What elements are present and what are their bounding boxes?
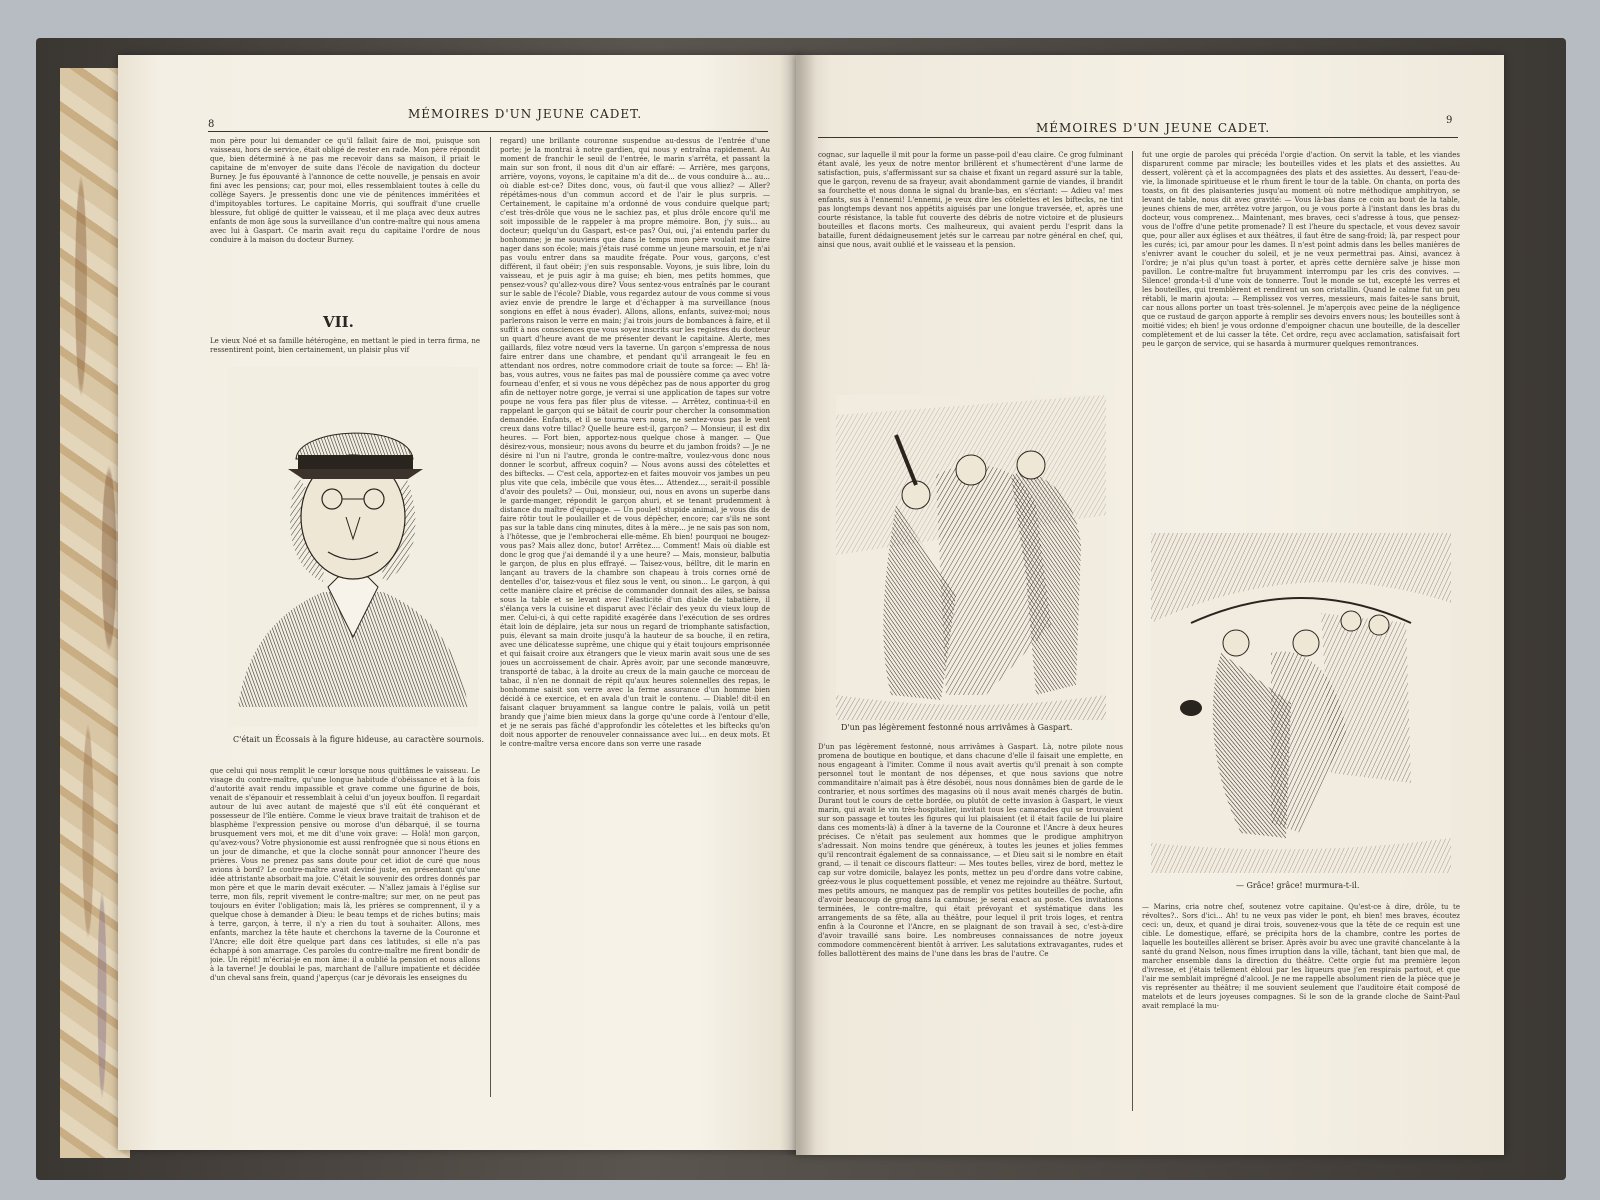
left-col1-bottom-text: que celui qui nous remplit le cœur lorsque nous quittâmes le vaisseau. Le visage du contre-maître, qu'une longue habitude d'obéissance et à la fois d'autorité avait rendu impassible et grave comme une figurine de bois, venait de s'épanouir et ressemblait à celui d'un joyeux bouffon. Il regardait autour de lui avec autant de majesté que s'il eût été conquérant et possesseur de l'île entière. Comme le vieux brave traitait de trahison et de blasphème l'expression pensive ou morose d'un débarqué, il se tourna brusquement vers moi, et me dit d'une voix grave: — Holà! mon garçon, qu'avez-vous? Votre physionomie est aussi renfrognée que si nous étions en un jour de dimanche, et que la cloche sonnât pour annoncer l'heure des prières. Vous ne prenez pas sans doute pour cet idiot de curé que nous avions à bord? Le contre-maître avait deviné juste, en présentant qu'une idée attristante absorbait ma joie. C'était le souvenir des ordres donnés par mon père et que le marin devait exécuter. — N'allez jamais à l'église sur terre, mon fils, reprit vivement le contre-maître; sur mer, on ne peut pas toujours en éviter l'obligation; mais là, les prières se comprennent, il y a quelque chose à demander à Dieu: le beau temps et de riches butins; mais à terre, garçon, à terre, il n'y a rien du tout à souhaiter. Allons, mes enfants, marchez la tête haute et cherchons la taverne de la Couronne et l'Ancre; elle doit être quelque part dans ces latitudes, si elle n'a pas échappé à son amarrage. Ces paroles du contre-maître me firent bondir de joie. Un répit! m'écriai-je en mon âme: il a oublié la pension et nous allons à la taverne! Je doublai le pas, marchant de l'allure impatiente et décidée d'un cheval sans frein, quand j'aperçus (car je dévorais les enseignes du: [210, 767, 480, 982]
portrait-engraving: [228, 367, 478, 727]
left-page-number: 8: [208, 119, 215, 130]
left-col1-intro-text: Le vieux Noé et sa famille hétérogène, en mettant le pied in terra firma, ne ressentirent point, bien certainement, un plaisir plus vif: [210, 337, 480, 354]
right-col2-top-text: fut une orgie de paroles qui précéda l'orgie d'action. On servit la table, et les viandes disparurent comme par miracle; les bouteilles vides et les plats et des assiettes. Au dessert, volèrent çà et la accompagnées des plats et des assiettes. Au dessert, l'eau-de-vie, la limonade spiritueuse et le rhum firent le tour de la table. On chanta, on porta des toasts, on fit des plaisanteries jusqu'au moment où notre méthodique amphitryon, se levant de table, nous dit avec gravité: — Vous là-bas dans ce coin au bout de la table, jeunes chiens de mer, arrêtez votre jargon, ou je vous porte à l'instant dans les bras du docteur, vous comprenez... Maintenant, mes braves, ceci s'adresse à tous, que pensez-vous de l'offre d'une petite promenade? Il est l'heure du spectacle, et vous devez savoir que, pour aller aux églises et aux théâtres, il faut être de sang-froid; là, par respect pour les curés; ici, par amour pour les dames. Il n'est point admis dans les belles manières de s'enivrer avant le coucher du soleil, et je ne veux permettrai pas. Ainsi, avancez à l'ordre; je n'ai plus qu'un toast à porter, et après cette dernière salve je hisse mon pavillon. Le contre-maître fut bruyamment interrompu par les cris des convives. — Silence! gronda-t-il d'une voix de tonnerre. Tout le monde se tut, excepté les verres et les bouteilles, qui tremblèrent et rendirent un son cristallin. Quand le calme fut un peu rétabli, le marin ajouta: — Remplissez vos verres, messieurs, mais faites-le sans bruit, car nous allons porter un toast très-solennel. Je m'aperçois avec peine de la négligence que ce rustaud de garçon apporte à remplir ses devoirs envers nous; les bouteilles sont à moitié vides; eh bien! je vous ordonne d'empoigner chacun une bouteille, de la desceller complètement et de lui casser la tête. Cet ordre, reçu avec acclamation, satisfaisait fort peu le garçon de service, qui se hasarda à murmurer quelques remontrances.: [1142, 151, 1460, 348]
left-col2-text: regard) une brillante couronne suspendue au-dessus de l'entrée d'une porte; je la montrai à notre gardien, qui nous y entraîna rapidement. Au moment de franchir le seuil de l'entrée, le marin s'arrêta, et passant la main sur son front, il nous dit d'un air effaré: — Arrière, mes garçons, arrière, voyons, voyons, le capitaine m'a dit de... de vous conduire à... au... où diable est-ce? Dites donc, vous, où faut-il que vous alliez? — Aller? répétâmes-nous d'un commun accord et de l'air le plus surpris. — Certainement, le capitaine m'a ordonné de vous conduire quelque part; c'est très-drôle que vous ne le sachiez pas, et plus drôle encore qu'il me soit impossible de le rappeler à ma propre mémoire. Bon, j'y suis... au docteur; quelqu'un du Gaspart, est-ce pas? Oui, oui, j'ai entendu parler du bonhomme; je me souviens que dans le temps mon père voulait me faire nager dans son école; mais j'étais rusé comme un jeune marsouin, et je n'ai pas voulu entrer dans sa maudite frégate. Pour vous, garçons, c'est différent, il faut obéir; j'en suis responsable. Voyons, je suis libre, loin du vaisseau, et je puis agir à ma guise; eh bien, mes petits hommes, que pensez-vous? qu'allez-vous dire? Vous sentez-vous entraînés par le courant sur le sable de l'école? Diable, vous regardez autour de vous comme si vous aviez envie de prendre le large et d'échapper à ma surveillance (nous songions en effet à nous évader). Allons, allons, enfants, suivez-moi; nous parlerons raison le verre en main; j'ai trois jours de bombances à faire, et il suffit à nos consciences que vous soyez inscrits sur les registres du docteur un quart d'heure avant de me présenter devant le capitaine. Alerte, mes gaillards, filez votre nœud vers la taverne. Un garçon s'empressa de nous faire entrer dans une chambre, et pendant qu'il arrangeait le feu en attendant nos ordres, notre commodore criait de toute sa force: — Eh! là-bas, vous autres, vous ne faites pas mal de poussière comme ça avec votre fourneau d'enfer, et si vous ne vous dépêchez pas de nous apporter du grog afin de nettoyer notre gorge, je verrai si une application de tapes sur votre poupe ne vous fera pas filer plus de vitesse. — Arrêtez, continua-t-il en rappelant le garçon qui se bâtait de courir pour chercher la consommation demandée. Enfants, et il se tourna vers nous, ne sentez-vous pas le vent creux dans votre tillac? Quelle heure est-il, garçon? — Monsieur, il est dix heures. — Fort bien, apportez-nous quelque chose à manger. — Que désirez-vous, monsieur; nous avons du beurre et du jambon froids? — Je ne désire ni l'un ni l'autre, gronda le contre-maître, voulez-vous donc nous donner le scorbut, affreux coquin? — Nous avons aussi des côtelettes et des biftecks. — C'est cela, apportez-en et faites mouvoir vos jambes un peu plus vite que cela, imbécile que vous êtes.... Attendez..., serait-il possible d'avoir des poulets? — Oui, monsieur, oui, nous en avons un superbe dans le garde-manger, répondit le garçon ahuri, et se tenant prudemment à distance du maître d'équipage. — Un poulet! stupide animal, je vous dis de faire rôtir tout le poulailler et de vous dépêcher, encore; car s'ils ne sont pas sur la table dans cinq minutes, dites à la mère... je ne sais pas son nom, à l'hôtesse, que je l'embrocherai elle-même. Eh bien! pourquoi ne bougez-vous pas? Mais allez donc, butor! Arrêtez.... Comment! Mais où diable est donc le grog que j'ai demandé il y a une heure? — Mais, monsieur, balbutia le garçon, de plus en plus effrayé. — Taisez-vous, bélître, dit le marin en lançant au travers de la chambre son chapeau à trois cornes orné de dentelles d'or, taisez-vous et filez sous le vent, ou sinon... Le garçon, à qui cette manière claire et précise de commander donnait des ailes, se baissa sous la table et se levant avec l'élasticité d'un diable de tabatière, il s'élança vers la cuisine et disparut avec l'éclair des yeux du vieux loup de mer. Celui-ci, à qui cette rapidité exagérée dans l'exécution de ses ordres était loin de déplaire, jeta sur nous un regard de triomphante satisfaction, puis, élevant sa main droite jusqu'à la hauteur de sa bouche, il en retira, avec une délicatesse suprême, une chique qui y était toujours emprisonnée et qui faisait croire aux étrangers que le vieux marin avait sous une de ses joues un accroissement de chair. Après avoir, par une seconde manœuvre, transporté de tabac, à la droite au creux de la main gauche ce morceau de tabac, il n'en ne donnait de répit qu'aux heures solennelles des repas, le bonhomme saisit son verre avec la ferme assurance d'un homme bien décidé à ce exercice, et en avala d'un trait le contenu. — Diable! dit-il en faisant claquer bruyamment sa langue contre le palais, voilà un petit brandy que j'aime bien mieux dans la gorge qu'une corde à l'entour d'elle, et je ne serais pas fâché d'approfondir les côtelettes et les biftecks qu'on doit nous apporter de renouveler connaissance avec lui... en deux mots. Et le contre-maître versa encore dans son verre une rasade: [500, 137, 770, 748]
left-col1-top-text: mon père pour lui demander ce qu'il fallait faire de moi, puisque son vaisseau, hors de service, était obligé de rester en rade. Mon père répondit que, bien déterminé à ne pas me recevoir dans sa maison, il priait le capitaine de m'envoyer de suite dans l'école de navigation du docteur Burney. Je fus épouvanté à l'annonce de cette nouvelle, je pensais en avoir fini avec les pensions; car, pour moi, elles ressemblaient toutes à celle du collège Sayers. Je pressentis donc une vie de pénitences imméritées et d'impitoyables tortures. Le capitaine Morris, qui souffrait d'une cruelle blessure, fut obligé de quitter le vaisseau, et il me plaça avec deux autres enfants de mon âge sous la surveillance d'un contre-maître qui nous amena avec lui à Gaspart. Ce marin avait reçu du capitaine l'ordre de nous conduire à la maison du docteur Burney.: [210, 137, 480, 244]
left-running-header: MÉMOIRES D'UN JEUNE CADET.: [408, 107, 643, 121]
street-scene-engraving: [836, 395, 1106, 720]
fight-scene-engraving: [1151, 533, 1451, 873]
street-scene-caption: D'un pas légèrement festonné nous arrivâmes à Gaspart.: [841, 723, 1073, 732]
right-column-divider: [1132, 151, 1133, 1111]
portrait-caption: C'était un Écossais à la figure hideuse, au caractère sournois.: [233, 735, 484, 744]
left-header-rule: [208, 131, 768, 132]
left-page: [118, 55, 802, 1150]
right-running-header: MÉMOIRES D'UN JEUNE CADET.: [1036, 121, 1271, 135]
book-gutter: [780, 55, 816, 1155]
right-col1-bottom-text: D'un pas légèrement festonné, nous arrivâmes à Gaspart. Là, notre pilote nous promena de boutique en boutique, et dans chacune d'elle il faisait une emplette, en nous engageant à l'imiter. Comme il nous avait avertis qu'il prenait à son compte personnel tout le montant de nos dépenses, et que nous savions que notre commanditaire n'aimait pas à être désobéi, nous nous donnâmes bien de garde de le contrarier, et nous sortîmes des magasins où il nous avait menés chargés de butin. Durant tout le cours de cette bordée, ou plutôt de cette invasion à Gaspart, le vieux marin, qui avait le vin très-hospitalier, invitait tous les camarades qui se trouvaient sur son passage et toutes les figures qui lui plaisaient (et il était facile de lui plaire dans ces moments-là) à dîner à la taverne de la Couronne et l'Ancre à deux heures précises. Ce n'était pas seulement aux hommes que le prodigue amphitryon s'adressait. Non moins tendre que généreux, à toutes les jeunes et jolies femmes qu'il rencontrait également de sa connaissance, — et Dieu sait si le nombre en était grand, — il tenait ce discours flatteur: — Mes toutes belles, virez de bord, mettez le cap sur votre domicile, balayez les ponts, mettez un peu d'ordre dans votre cabine, gréez-vous le plus coquettement possible, et venez me rejoindre au théâtre. Surtout, mes petits amours, ne manquez pas de remplir vos petites bouteilles de poche, afin d'avoir beaucoup de grog dans la cambuse; je serai exact au poste. Ces invitations terminées, le contre-maître, qui était prévoyant et systématique dans les arrangements de sa fête, alla au théâtre, pour lequel il prit trois loges, et rentra enfin à la Couronne et l'Ancre, en se plaignant de son travail à sec, c'est-à-dire d'avoir travaillé sans boire. Les nombreuses connaissances de notre joyeux commodore commencèrent bientôt à arriver. Les salutations extravagantes, rudes et folles ballottèrent des mains de l'une dans les bras de l'autre. Ce: [818, 743, 1123, 958]
fight-scene-caption: — Grâce! grâce! murmura-t-il.: [1236, 881, 1360, 890]
right-page-number: 9: [1446, 115, 1453, 126]
right-col2-bottom-text: — Marins, cria notre chef, soutenez votre capitaine. Qu'est-ce à dire, drôle, tu te révoltes?.. Sors d'ici... Ah! tu ne veux pas vider le pont, eh bien! mes braves, écoutez ceci: un, deux, et quand je dirai trois, souvenez-vous que la tête de ce requin est une cible. Le domestique, effaré, se précipita hors de la chambre, contre les portes de laquelle les bouteilles allèrent se briser. Après avoir bu avec une gravité chancelante à la santé du grand Nelson, nous fîmes irruption dans la ville, tâchant, tant bien que mal, de marcher ensemble dans la direction du théâtre. Cette orgie fut ma première leçon d'ivresse, et j'étais tellement ébloui par les liqueurs que j'en respirais partout, et que l'air me semblait imprégné d'alcool. Je ne me rappelle absolument rien de la pièce que je vis représenter au théâtre; il me souvient seulement que l'auditoire était composé de matelots et de leurs joyeuses compagnes. Si le son de la grande cloche de Saint-Paul avait remplacé la mu-: [1142, 903, 1460, 1010]
left-column-divider: [490, 137, 491, 1097]
right-col1-top-text: cognac, sur laquelle il mit pour la forme un passe-poil d'eau claire. Ce grog fulminant étant avalé, les yeux de notre mentor brillèrent et s'humectèrent d'une larme de satisfaction, puis, s'affermissant sur sa chaise et fixant un regard assuré sur la table, que le garçon, revenu de sa frayeur, avait abondamment garnie de viandes, il brandit sa fourchette et nous donna le signal du branle-bas, en s'écriant: — Adieu va! mes enfants, sus à l'ennemi! L'ennemi, je veux dire les côtelettes et les biftecks, ne tint pas longtemps devant nos appétits aiguisés par une longue traversée, et, après une courte résistance, la table fut couverte des débris de notre victoire et de plusieurs bouteilles et flacons morts. Ces malheureux, qui avaient perdu l'esprit dans la bataille, furent dédaigneusement jetés sur le carreau par notre général en chef, qui, ainsi que nous, avait oublié et le vaisseau et la pension.: [818, 151, 1123, 249]
section-title: VII.: [323, 313, 354, 331]
right-page: [796, 55, 1504, 1155]
right-header-rule: [818, 137, 1458, 138]
